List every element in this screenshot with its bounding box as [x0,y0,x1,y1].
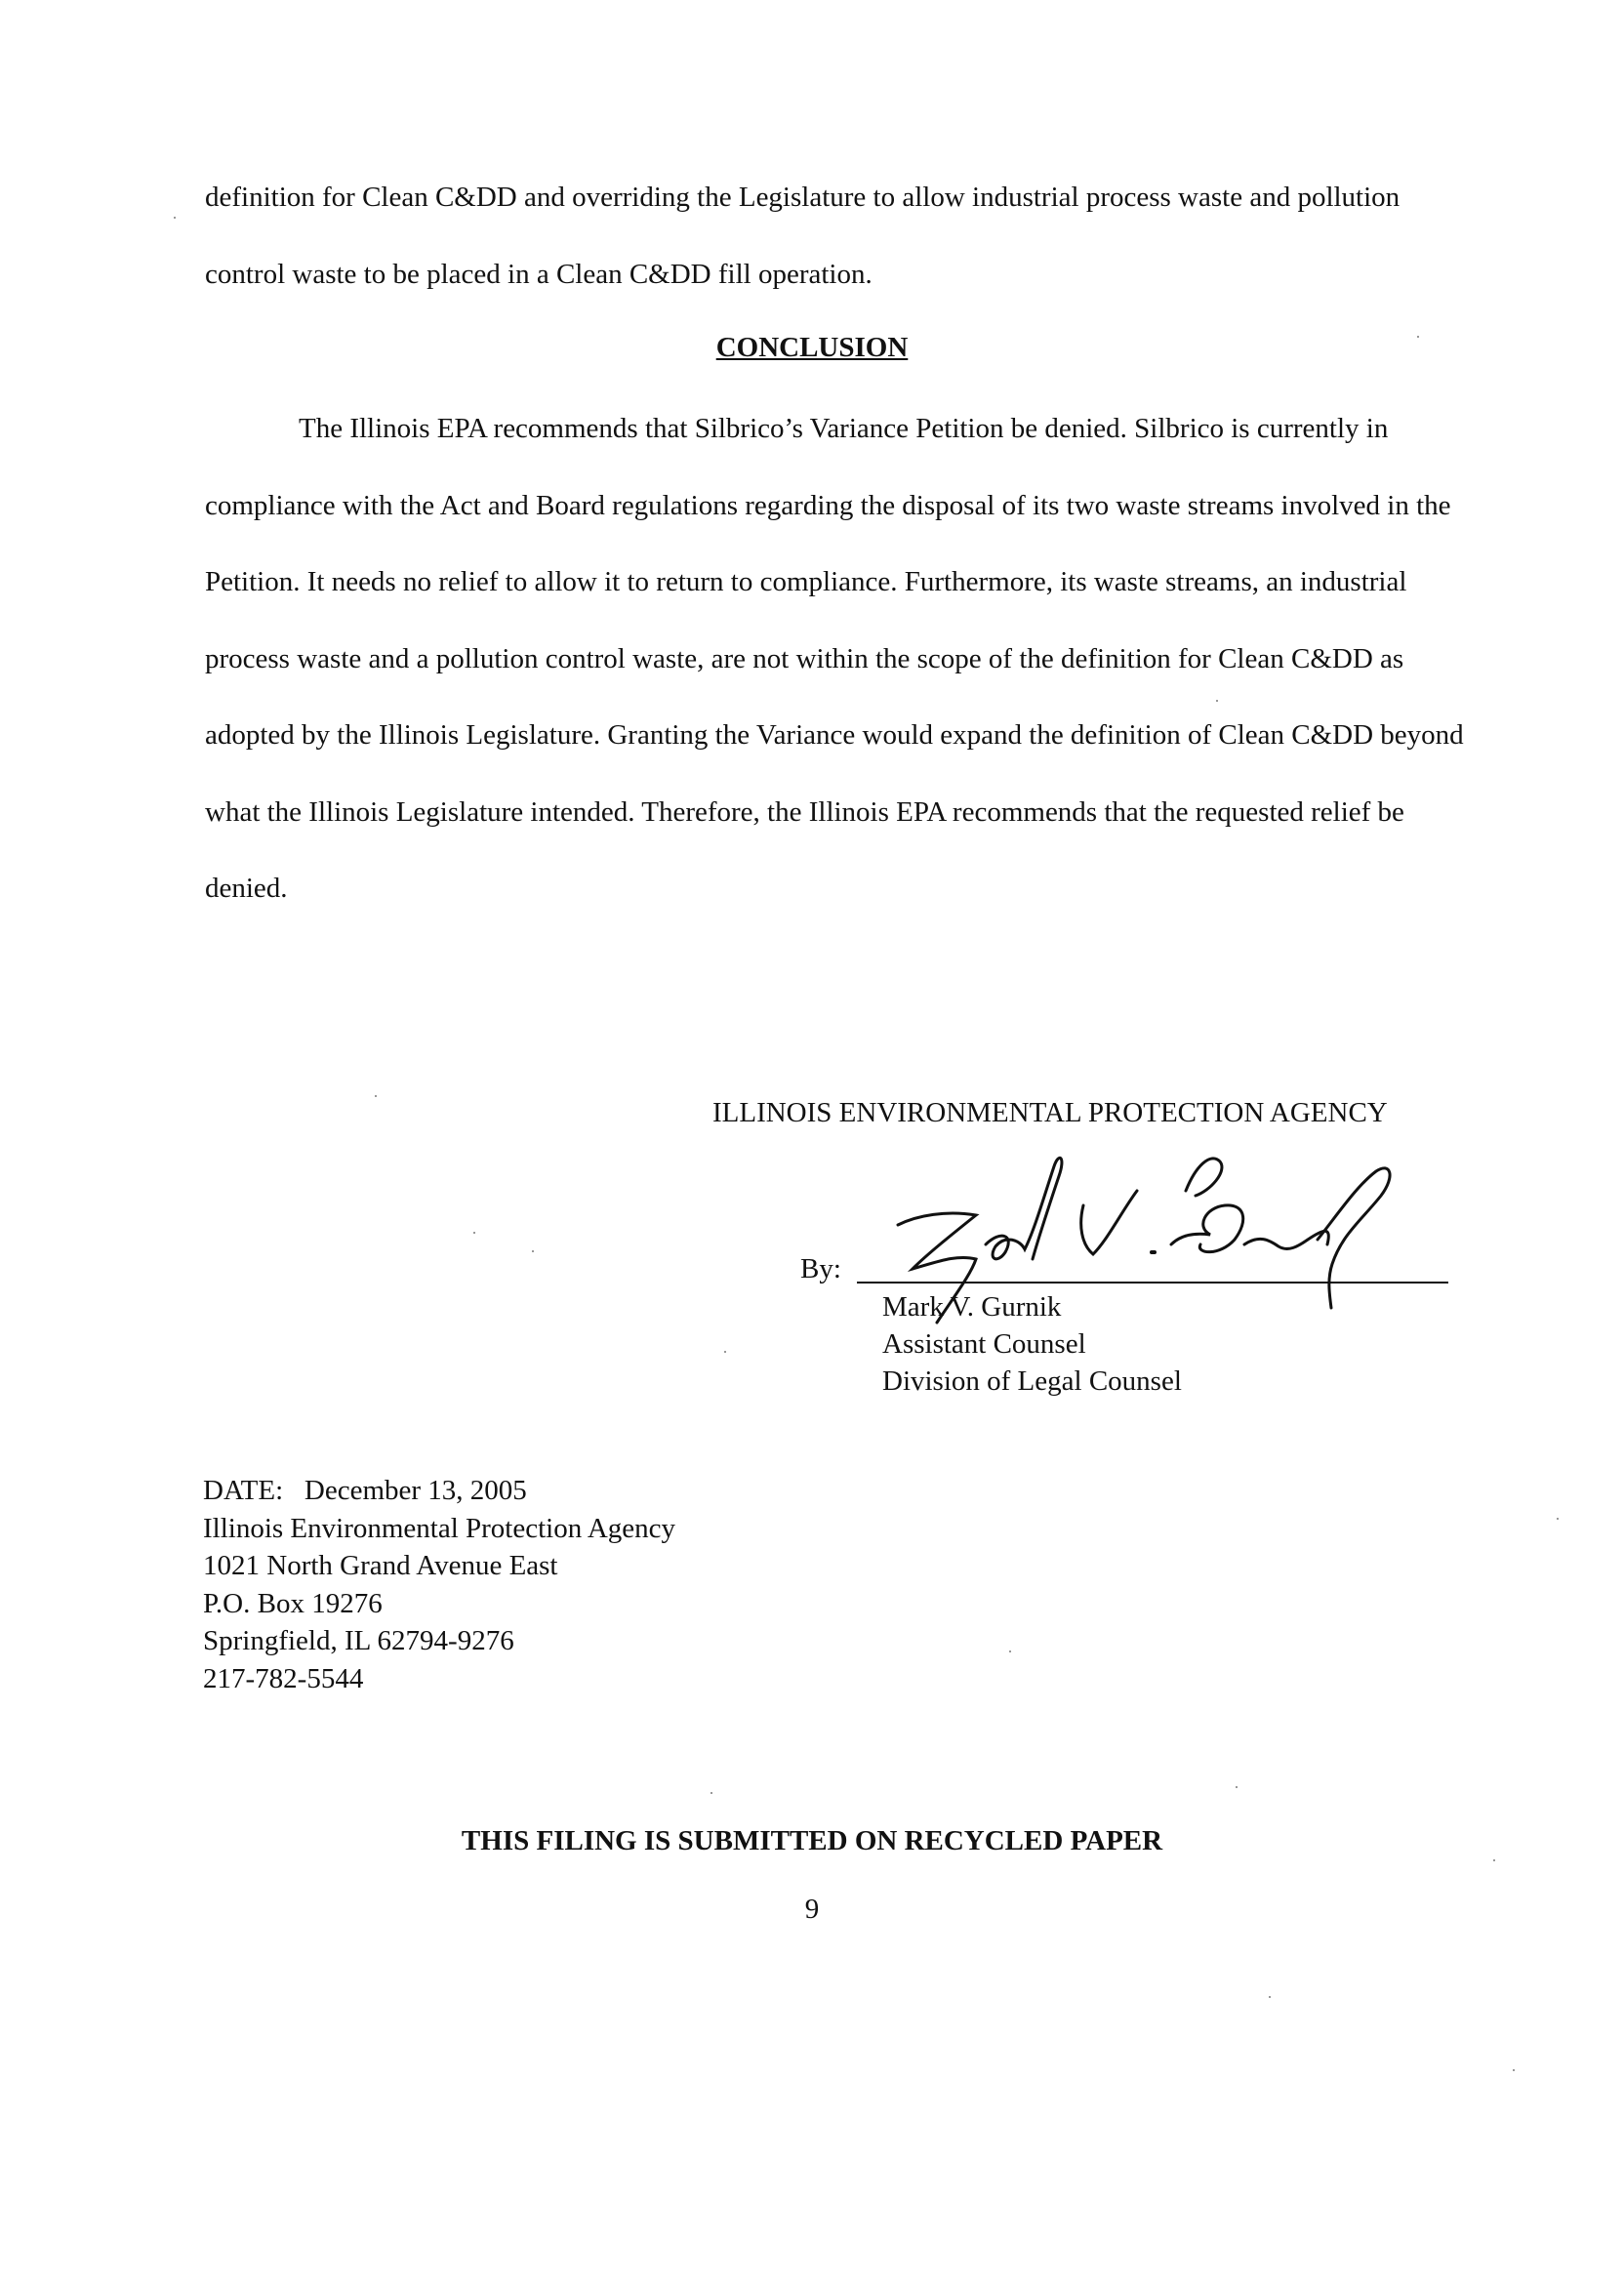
signer-title: Assistant Counsel [882,1328,1086,1360]
scan-speck [724,1351,726,1353]
address-org: Illinois Environmental Protection Agency [203,1512,676,1544]
scan-speck [473,1232,475,1234]
page-number: 9 [804,1894,820,1925]
date-line: DATE: December 13, 2005 [203,1475,527,1506]
signature-line [857,1282,1448,1284]
continued-paragraph: definition for Clean C&DD and overriding the Legislature to allow industrial process waste and pollution control waste to be placed in a Clean C&DD fill operation. [205,182,1401,290]
signer-name: Mark V. Gurnik [882,1291,1062,1323]
address-street: 1021 North Grand Avenue East [203,1550,558,1581]
scan-speck [1236,1786,1238,1788]
address-po-box: P.O. Box 19276 [203,1587,383,1619]
scan-speck [1216,700,1218,702]
scan-speck [1557,1518,1559,1520]
signer-division: Division of Legal Counsel [882,1365,1182,1397]
conclusion-heading: CONCLUSION [715,332,909,363]
scan-speck [1493,1859,1495,1861]
conclusion-paragraph: The Illinois EPA recommends that Silbrico’s Variance Petition be denied. Silbrico is currently in compliance with the Act and Board regulations regarding the disposal of its two waste streams involved in the Petition. It needs no relief to allow it to return to compliance. Furthermore, its waste streams, an industrial process waste and a pollution control waste, are not within the scope of the definition for Clean C&DD as adopted by the Illinois Legislature. Granting the Variance would expand the definition of Clean C&DD beyond what the Illinois Legislature intended. Therefore, the Illinois EPA recommends that the requested relief be denied. [205,413,1464,904]
scan-speck [174,217,176,219]
scan-speck [1513,2069,1515,2071]
scan-speck [1417,336,1419,338]
scan-speck [710,1792,712,1794]
date-address-block [203,1472,675,1697]
scan-speck [375,1095,377,1097]
scan-speck [1009,1650,1011,1652]
address-city: Springfield, IL 62794-9276 [203,1625,514,1656]
scan-speck [532,1250,534,1252]
agency-name: ILLINOIS ENVIRONMENTAL PROTECTION AGENCY [712,1097,1388,1128]
phone-number: 217-782-5544 [203,1662,364,1694]
scan-speck [1269,1996,1271,1998]
by-label: By: [800,1253,841,1284]
recycled-paper-note: THIS FILING IS SUBMITTED ON RECYCLED PAPER [461,1825,1163,1856]
signer-block [882,1288,1182,1400]
